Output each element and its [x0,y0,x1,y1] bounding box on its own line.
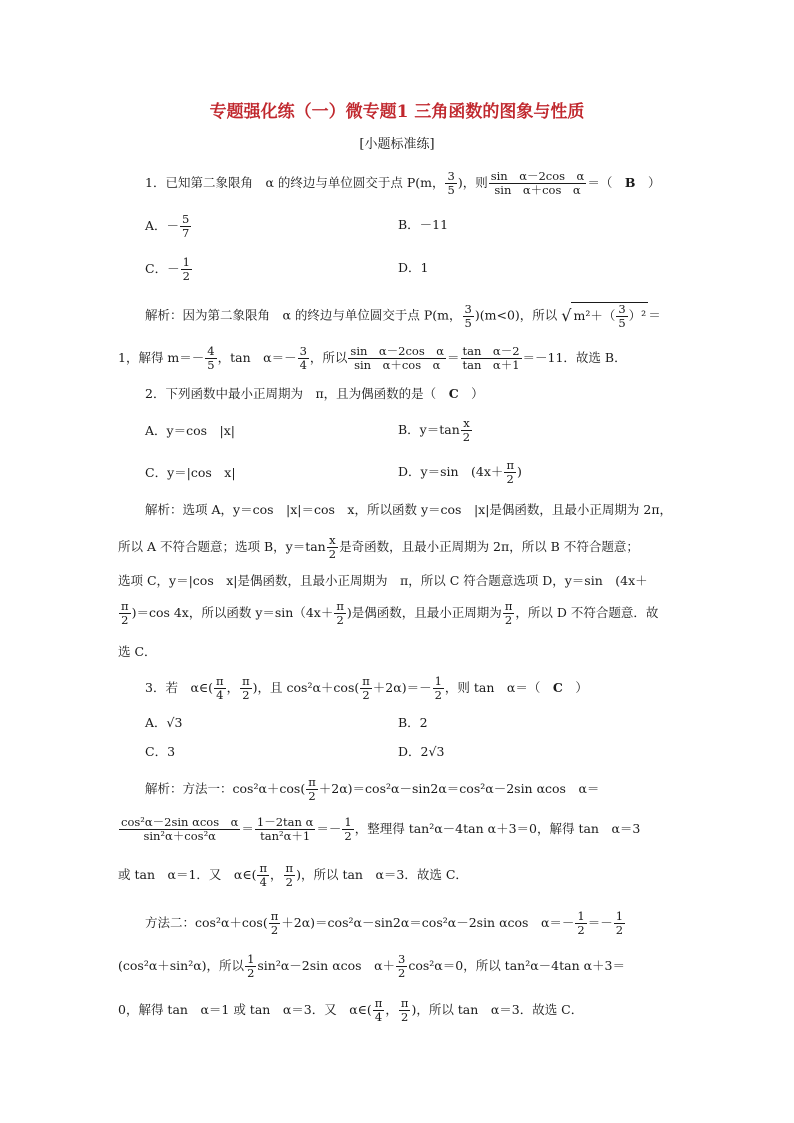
fraction [360,675,372,702]
numerator: 1 [182,255,190,269]
page-title: 专题强化练（一）微专题1 三角函数的图象与性质 [209,102,585,122]
fraction [614,910,625,937]
denominator: sin α＋cos α [494,183,581,197]
numerator: 1 [577,909,585,923]
q3-option-c: C．3 [145,744,176,759]
denominator: 4 [216,688,224,702]
fraction [205,345,216,372]
fraction [245,953,256,980]
q2-option-c: C．y＝|cos x| [145,465,236,480]
denominator: 2 [344,829,352,843]
numerator: π [121,599,129,613]
numerator: π [308,775,316,789]
fraction [334,600,346,627]
denominator: 4 [259,875,267,889]
numerator: 4 [207,344,215,358]
q1-solution-line2: 1，解得 m＝－ $\frac{4}{5}$ ，tan α＝－ $\frac{3}{4}$ ，所以 $\frac{\text{sin α－2cos α}}{\text{sin α＋cos α}}$ ＝ $\frac{\text{tan α－2}}{\text{tan α＋1}}$ ＝－11．故选 B． [118,344,627,372]
fraction [445,170,456,197]
fraction [180,213,191,240]
numerator: 1 [344,815,352,829]
q1-option-b: B．－11 [398,217,449,232]
answer-letter: B [624,175,636,190]
denominator: 5 [464,315,472,330]
fraction [433,675,444,702]
fraction [298,345,309,372]
denominator: 2 [328,547,337,561]
denominator: 2 [577,923,585,937]
numerator: 1 [247,952,255,966]
fraction [327,534,338,561]
q3-method1-line3: 或 tan α＝1．又 α∈( $\frac{\pi}{4}$ ， $\frac{\pi}{2}$ )，所以 tan α＝3．故选 C． [118,861,468,889]
denominator: 5 [207,358,215,372]
fraction [503,600,515,627]
q2-solution-line2: 所以 A 不符合题意；选项 B，y＝tan $\frac{x}{2}$ 是奇函数，且最小正周期为 2π，所以 B 不符合题意； [118,533,639,561]
q2-solution-line3: 选项 C，y＝|cos x|是偶函数，且最小正周期为 π，所以 C 符合题意选项 D，y＝sin (4x＋ [118,573,648,588]
numerator: π [259,861,268,875]
numerator: x [327,534,338,548]
numerator: π [400,996,409,1010]
fraction [489,170,587,197]
denominator: 7 [182,226,190,240]
denominator: 2 [121,613,129,627]
q3-method1-line2: $\frac{\text{cos²α－2sin αcos α}}{\text{sin²α＋cos²α}}$ ＝ $\frac{\text{1－2tan α}}{\text{tan²α＋1}}$ ＝－ $\frac{1}{2}$ ，整理得 tan²α－4tan α＋3＝0，解得 tan α＝3 [121,815,641,843]
fraction [214,675,226,702]
denominator: tan²α＋1 [260,829,311,843]
q3-method2-line2: (cos²α＋sin²α)，所以 $\frac{1}{2}$ sin²α－2sin αcos α＋ $\frac{3}{2}$ cos²α＝0，所以 tan²α－4tan α＋3＝ [118,952,626,980]
numerator: 5 [182,212,190,226]
denominator: 2 [434,688,442,702]
fraction [504,459,516,486]
q1-option-d: D．1 [398,260,429,275]
fraction [396,953,407,980]
numerator: 3 [618,302,626,316]
denominator: sin²α＋cos²α [143,829,216,843]
q1-solution-line1: 解析：因为第二象限角 α 的终边与单位圆交于点 P(m， $\frac{3}{5}$ )(m<0)，所以 √ m²＋（ $\frac{3}{5}$ ）² ＝ [145,301,661,330]
q2-option-a: A．y＝cos |x| [145,423,236,438]
denominator: 2 [504,613,513,627]
q2-stem: 2．下列函数中最小正周期为 π，且为偶函数的是（ C ） [145,386,484,401]
numerator: 3 [299,344,307,358]
answer-letter: C [552,680,563,695]
q3-option-a: A．√3 [145,715,183,730]
fraction [269,910,281,937]
numerator: π [362,674,370,688]
denominator: 2 [242,688,250,702]
answer-letter: C [448,386,459,401]
fraction [461,417,472,444]
q2-option-d: D．y＝sin (4x＋ $\frac{\pi}{2}$ ) [398,458,522,486]
q3-option-b: B．2 [398,715,428,730]
sqrt-icon: √ [561,306,572,325]
numerator: sin α－2cos α [490,169,585,183]
q3-method1-line1: 解析：方法一：cos²α＋cos( $\frac{\pi}{2}$ ＋2α)＝cos²α－sin2α＝cos²α－2sin αcos α＝ [145,775,600,803]
denominator: tan α＋1 [462,358,520,372]
numerator: tan α－2 [462,344,520,358]
q3-method2-line1: 方法二：cos²α＋cos( $\frac{\pi}{2}$ ＋2α)＝cos²α－sin2α＝cos²α－2sin αcos α＝－ $\frac{1}{2}$ ＝－ $\frac{1}{2}$ [145,909,624,937]
q3-option-d: D．2√3 [398,744,445,759]
numerator: 3 [447,169,455,183]
q2-solution-line1: 解析：选项 A，y＝cos |x|＝cos x，所以函数 y＝cos |x|是偶函数，且最小正周期为 2π， [145,502,673,517]
denominator: 5 [618,316,626,330]
numerator: 1 [615,909,624,923]
q2-solution-line4: $\frac{\pi}{2}$ )＝cos 4x，所以函数 y＝sin（4x＋ $\frac{\pi}{2}$ )是偶函数，且最小正周期为 $\frac{\pi}{2}$ ，所以 D 不符合题意．故 [121,599,659,627]
fraction [181,256,192,283]
fraction [284,862,296,889]
numerator: 1 [434,674,442,688]
q3-method2-line3: 0，解得 tan α＝1 或 tan α＝3．又 α∈( $\frac{\pi}{4}$ ， $\frac{\pi}{2}$ )，所以 tan α＝3．故选 C． [118,996,584,1024]
numerator: 1－2tan α [256,815,314,829]
fraction [255,816,315,843]
fraction [461,345,522,372]
fraction [348,345,446,372]
numerator: 3 [398,952,406,966]
denominator: 2 [362,688,370,702]
denominator: 2 [462,430,471,444]
numerator: 3 [464,301,472,316]
fraction [399,997,411,1024]
denominator: 2 [506,472,514,486]
numerator: π [504,599,513,613]
q2-solution-line5: 选 C． [118,644,157,659]
radicand: m²＋（ $\frac{3}{5}$ ）² [573,302,647,330]
numerator: sin α－2cos α [350,344,445,358]
denominator: 2 [285,875,293,889]
denominator: 2 [336,613,344,627]
denominator: 4 [374,1010,383,1024]
q1-option-a: A．－ $\frac{5}{7}$ [145,212,190,240]
denominator: 5 [447,183,455,197]
denominator: 2 [615,923,624,937]
section-subtitle: [小题标准练] [359,137,435,152]
fraction [257,862,269,889]
q1-stem: 1．已知第二象限角 α 的终边与单位圆交于点 P(m， $\frac{3}{5}$ )，则 $\frac{\text{sin α－2cos α}}{\text{sin α＋cos α}}$ ＝（ B ） [145,169,661,197]
fraction [616,303,627,330]
numerator: π [336,599,344,613]
denominator: 2 [182,269,190,283]
fraction [306,776,318,803]
fraction [119,816,240,843]
numerator: x [461,417,472,431]
q1-option-c: C．－ $\frac{1}{2}$ [145,255,190,283]
fraction [463,303,474,330]
denominator: 4 [299,358,307,372]
numerator: π [374,996,383,1010]
denominator: 2 [398,966,406,980]
fraction [373,997,385,1024]
denominator: 2 [270,923,279,937]
denominator: sin α＋cos α [354,358,441,372]
fraction [240,675,252,702]
fraction [575,910,586,937]
denominator: 2 [247,966,255,980]
denominator: 2 [308,789,316,803]
numerator: π [506,458,514,472]
fraction [119,600,131,627]
q2-option-b: B．y＝tan $\frac{x}{2}$ [398,416,471,444]
numerator: cos²α－2sin αcos α [121,815,239,829]
fraction [342,816,353,843]
numerator: π [242,674,250,688]
denominator: 2 [400,1010,409,1024]
q3-stem: 3．若 α∈( $\frac{\pi}{4}$ ， $\frac{\pi}{2}$ )，且 cos²α＋cos( $\frac{\pi}{2}$ ＋2α)＝－ $\frac{1}{2}$ ，则 tan α＝（ C ） [145,674,588,702]
numerator: π [216,674,224,688]
numerator: π [270,909,279,923]
numerator: π [285,861,294,875]
